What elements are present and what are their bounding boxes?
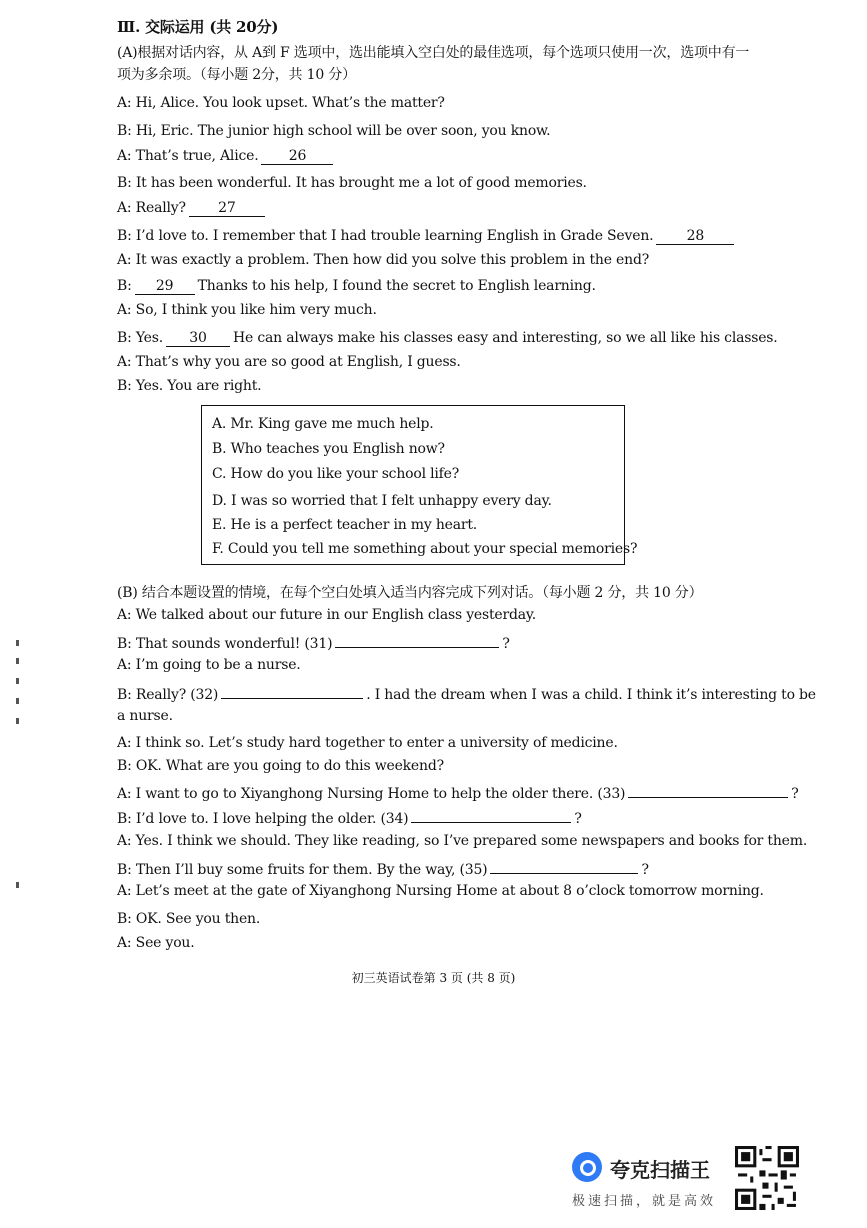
part-b-line [117,656,301,674]
part-b-instruction: (B) 结合本题设置的情境，在每个空白处填入适当内容完成下列对话。（每小题 2 分，共 10 分） [117,585,703,601]
option-item: C. How do you like your school life? [212,466,460,482]
dialogue-text: B: Hi, Eric. The junior high school will be over soon, you know. [117,123,551,139]
answer-blank[interactable]: 28 [656,228,734,245]
dialogue-text: A: So, I think you like him very much. [117,302,377,318]
option-item: E. He is a perfect teacher in my heart. [212,517,478,533]
scanner-logo-icon [572,1152,602,1182]
dialogue-text: A: Really? [117,200,186,216]
option-item: B. Who teaches you English now? [212,441,445,457]
part-b-line [117,910,260,928]
part-b-line [117,606,536,624]
part-b-line [117,734,618,752]
dialogue-text-after: ? [641,862,649,878]
part-a-line [117,147,336,165]
dialogue-text-after: Thanks to his help, I found the secret to English learning. [197,278,596,294]
qr-code-icon [735,1146,799,1210]
dialogue-text: B: Really? (32) [117,687,219,703]
part-a-instruction: (A)根据对话内容，从 A到 F 选项中，选出能填入空白处的最佳选项，每个选项只使用一次，选项中有一项为多余项。（每小题 2分，共 10 分） [117,45,750,83]
answer-blank[interactable] [411,806,571,823]
dialogue-text: B: I’d love to. I remember that I had trouble learning English in Grade Seven. [117,228,654,244]
dialogue-text: A: Let’s meet at the gate of Xiyanghong Nursing Home at about 8 o’clock tomorrow morning. [117,883,764,899]
dialogue-text-after: He can always make his classes easy and interesting, so we all like his classes. [233,330,778,346]
scanner-brand: 夸克扫描王 [610,1158,710,1182]
dialogue-text: B: [117,278,132,294]
option-item: A. Mr. King gave me much help. [212,416,434,432]
dialogue-text: A: I want to go to Xiyanghong Nursing Home to help the older there. (33) [117,786,626,802]
option-item: F. Could you tell me something about your special memories? [212,541,638,557]
dialogue-text: A: See you. [117,935,195,951]
option-item: D. I was so worried that I felt unhappy every day. [212,493,552,509]
part-a-line [117,227,737,245]
answer-blank[interactable] [335,631,499,648]
part-b-line [117,781,799,803]
part-b-line [117,682,816,704]
answer-blank[interactable] [628,781,788,798]
part-b-line [117,757,444,775]
part-a-line [117,301,377,319]
part-a-line [117,277,596,295]
dialogue-text: B: Yes. [117,330,164,346]
page-footer: 初三英语试卷第 3 页 (共 8 页) [351,971,516,985]
answer-blank[interactable]: 26 [261,148,333,165]
dialogue-text-after: . I had the dream when I was a child. I think it’s interesting to be [366,687,816,703]
dialogue-text: B: OK. What are you going to do this weekend? [117,758,444,774]
part-a-line [117,199,268,217]
part-a-line [117,94,445,112]
dialogue-text: B: Then I’ll buy some fruits for them. By the way, (35) [117,862,488,878]
part-a-line [117,329,778,347]
part-b-line [117,631,510,653]
part-a-line [117,122,550,140]
part-b-line [117,806,582,828]
answer-blank[interactable] [490,857,638,874]
dialogue-text: A: We talked about our future in our English class yesterday. [117,607,536,623]
dialogue-text: B: Yes. You are right. [117,378,262,394]
part-a-line [117,353,461,371]
answer-blank[interactable] [221,682,363,699]
part-b-line [117,707,173,725]
dialogue-text: B: That sounds wonderful! (31) [117,636,333,652]
dialogue-text-after: ? [791,786,799,802]
dialogue-text: A: Hi, Alice. You look upset. What’s the matter? [117,95,445,111]
dialogue-text: A: It was exactly a problem. Then how did you solve this problem in the end? [117,252,650,268]
scanner-watermark [572,1150,732,1210]
dialogue-text-after: ? [574,811,582,827]
part-b-line [117,857,649,879]
section-title: Ⅲ. 交际运用 (共 20分) [117,18,279,36]
answer-blank[interactable]: 27 [189,200,265,217]
dialogue-text: A: That’s why you are so good at English, I guess. [117,354,461,370]
dialogue-text: a nurse. [117,708,173,724]
dialogue-text: A: Yes. I think we should. They like reading, so I’ve prepared some newspapers and books for them. [117,833,808,849]
scanner-slogan: 极速扫描，就是高效 [572,1194,717,1209]
part-b-line [117,882,764,900]
dialogue-text: A: I think so. Let’s study hard together to enter a university of medicine. [117,735,618,751]
dialogue-text-after: ? [502,636,510,652]
answer-blank[interactable]: 30 [166,330,230,347]
part-b-line [117,832,807,850]
dialogue-text: B: I’d love to. I love helping the older. (34) [117,811,409,827]
part-a-line [117,377,261,395]
answer-blank[interactable]: 29 [135,278,195,295]
options-box [201,405,638,565]
dialogue-text: B: OK. See you then. [117,911,261,927]
dialogue-text: B: It has been wonderful. It has brought me a lot of good memories. [117,175,587,191]
part-a-line [117,251,649,269]
part-a-line [117,174,587,192]
dialogue-text: A: I’m going to be a nurse. [117,657,301,673]
dialogue-text: A: That’s true, Alice. [117,148,259,164]
part-b-line [117,934,195,952]
